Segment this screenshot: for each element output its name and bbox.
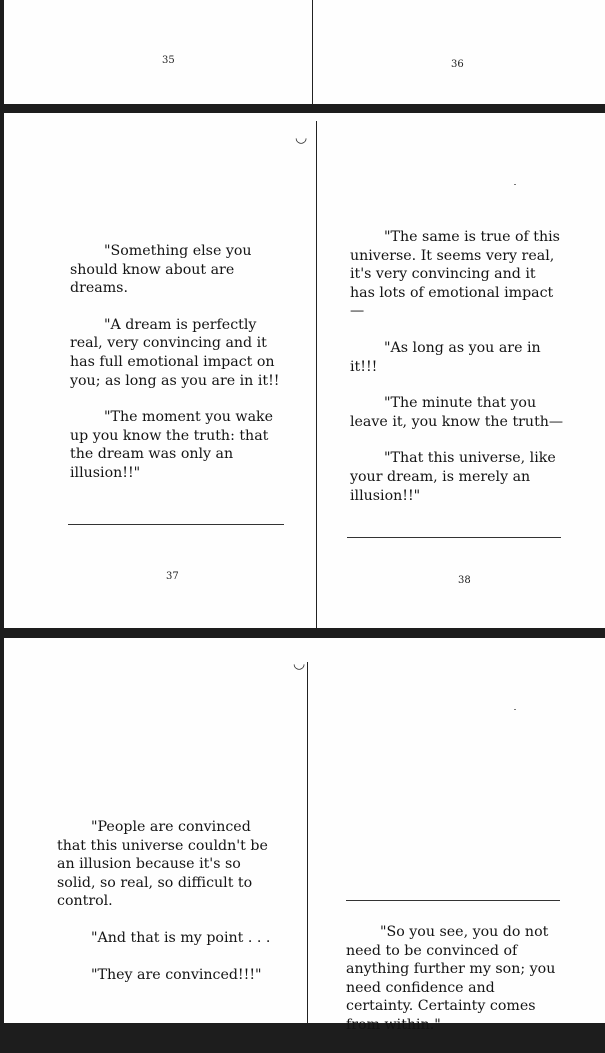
paragraph: "The minute that you leave it, you know the truth— — [350, 395, 564, 430]
page-rule — [346, 900, 560, 901]
paragraph: "A dream is perfectly real, very convincing and it has full emotional impact on you; as long as you are in it!! — [70, 316, 280, 389]
page-gutter — [307, 662, 308, 1023]
binding-mark: ◡ — [293, 656, 306, 672]
page-rule — [68, 524, 284, 525]
paragraph: "So you see, you do not need to be convinced of anything further my son; you need confidence and certainty. Certainty comes from within." — [346, 924, 556, 1033]
binding-mark: ◡ — [295, 130, 308, 146]
scan-spread-middle — [4, 113, 605, 628]
scan-spread-top — [4, 0, 605, 104]
paragraph: "That this universe, like your dream, is merely an illusion!!" — [350, 450, 556, 504]
paragraph: "The same is true of this universe. It seems very real, it's very convincing and it has lots of emotional impact— — [350, 229, 560, 320]
page-number-35: 35 — [162, 55, 175, 66]
page-gutter — [312, 0, 313, 104]
scan-spread-bottom — [4, 638, 605, 1033]
page-number-37: 37 — [166, 571, 179, 582]
page-number-38: 38 — [458, 575, 471, 586]
scan-speck — [514, 709, 516, 710]
paragraph: "Something else you should know about are dreams. — [70, 243, 252, 297]
scan-speck — [514, 184, 516, 185]
page-39-text — [57, 818, 277, 1002]
paragraph: "As long as you are in it!!! — [350, 339, 541, 375]
paragraph: "They are convinced!!!" — [91, 966, 262, 983]
page-38-text — [350, 228, 564, 523]
paragraph: "The moment you wake up you know the truth: that the dream was only an illusion!!" — [70, 409, 274, 481]
page-gutter — [316, 121, 317, 628]
page-37-text — [70, 242, 290, 501]
page-number-36: 36 — [451, 59, 464, 70]
page-40-text — [346, 923, 566, 1053]
paragraph: "People are convinced that this universe couldn't be an illusion because it's so solid, so real, so difficult to control. — [57, 819, 268, 910]
page-rule — [347, 537, 561, 538]
paragraph: "And that is my point . . . — [91, 929, 271, 946]
